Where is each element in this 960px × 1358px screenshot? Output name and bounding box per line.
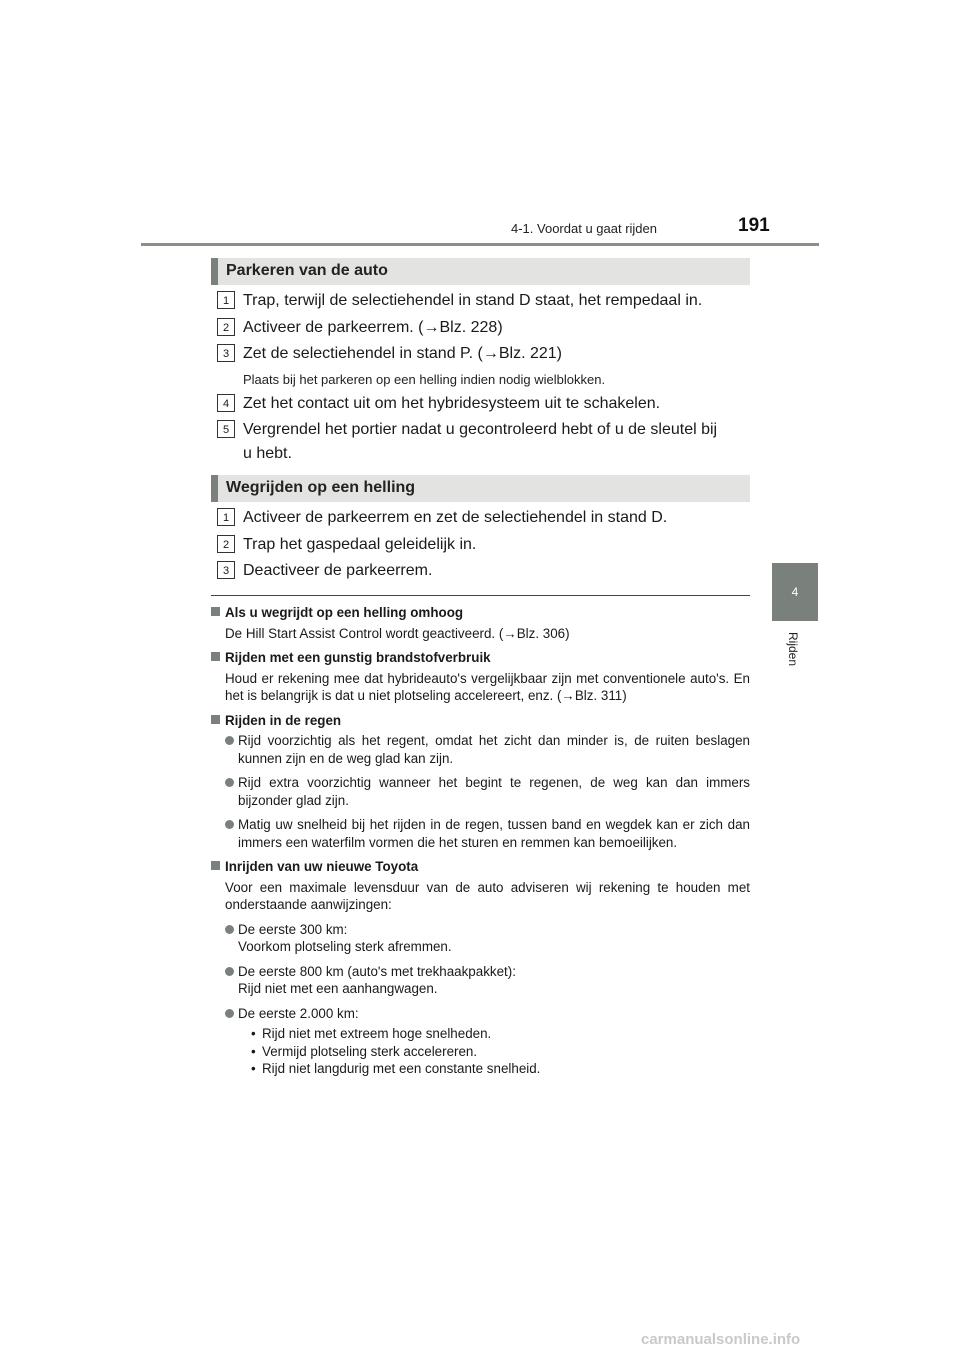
square-bullet-icon [211, 607, 220, 616]
step-number: 4 [217, 394, 235, 412]
parking-step-1 [217, 289, 750, 313]
page-number: 191 [738, 215, 770, 236]
sub-list-item: • Rijd niet met extreem hoge snelheden. [251, 1025, 750, 1043]
square-bullet-icon [211, 715, 220, 724]
parking-heading-text: Parkeren van de auto [226, 262, 388, 279]
hill-step-1 [217, 506, 750, 530]
step-text: Zet het contact uit om het hybridesysteem uit te schakelen. [243, 395, 661, 412]
step-text: Deactiveer de parkeerrem. [243, 562, 433, 579]
step-number: 1 [217, 291, 235, 309]
note-text-breakin: Voor een maximale levensduur van de auto adviseren wij rekening te houden met onderstaande aanwijzingen: [225, 879, 750, 912]
sub-list-item: • Vermijd plotseling sterk accelereren. [251, 1043, 750, 1061]
circle-bullet-icon [225, 736, 234, 745]
step-text: Activeer de parkeerrem en zet de selectiehendel in stand D. [243, 509, 668, 526]
note-heading-breakin: Inrijden van uw nieuwe Toyota [211, 858, 750, 876]
heading-marker [211, 258, 218, 285]
step-text-continued: u hebt. [243, 445, 292, 462]
hill-heading [211, 475, 750, 502]
note-heading-uphill: Als u wegrijdt op een helling omhoog [211, 604, 750, 622]
chapter-tab: 4 [772, 563, 818, 621]
circle-bullet-icon [225, 1009, 234, 1018]
list-item: Rijd voorzichtig als het regent, omdat het zicht dan minder is, de ruiten beslagen kunnen zijn en de weg glad kan zijn. [225, 732, 750, 767]
step-number: 2 [217, 318, 235, 336]
note-text-economy: Houd er rekening mee dat hybrideauto's vergelijkbaar zijn met conventionele auto's. En het is belangrijk is dat u niet plotseling accelereert, enz. (→Blz. 311) [225, 670, 750, 703]
step-text: Zet de selectiehendel in stand P. (→Blz. 221) [243, 345, 562, 362]
hill-heading-text: Wegrijden op een helling [226, 479, 416, 496]
heading-marker [211, 475, 218, 502]
notes-section [211, 604, 750, 1078]
parking-step-2 [217, 316, 750, 340]
note-text-uphill: De Hill Start Assist Control wordt geactiveerd. (→Blz. 306) [225, 625, 570, 641]
note-heading-economy: Rijden met een gunstig brandstofverbruik [211, 649, 750, 667]
section-title: 4-1. Voordat u gaat rijden [511, 221, 657, 236]
circle-bullet-icon [225, 820, 234, 829]
square-bullet-icon [211, 652, 220, 661]
step-text: Trap, terwijl de selectiehendel in stand D staat, het rempedaal in. [243, 292, 703, 309]
section-divider [211, 595, 750, 596]
parking-step-5 [217, 418, 750, 466]
circle-bullet-icon [225, 925, 234, 934]
circle-bullet-icon [225, 967, 234, 976]
list-item: De eerste 300 km: Voorkom plotseling sterk afremmen. [225, 921, 750, 956]
hill-step-2 [217, 533, 750, 557]
list-item: De eerste 800 km (auto's met trekhaakpakket): Rijd niet met een aanhangwagen. [225, 963, 750, 998]
step-number: 5 [217, 420, 235, 438]
list-item: Matig uw snelheid bij het rijden in de regen, tussen band en wegdek kan er zich dan immers een waterfilm vormen die het sturen en remmen kan bemoeilijken. [225, 816, 750, 851]
parking-heading [211, 258, 750, 285]
step-number: 2 [217, 535, 235, 553]
step-number: 3 [217, 344, 235, 362]
parking-note: Plaats bij het parkeren op een helling indien nodig wielblokken. [243, 372, 606, 387]
parking-step-3 [217, 342, 750, 366]
step-number: 3 [217, 561, 235, 579]
step-text: Activeer de parkeerrem. (→Blz. 228) [243, 319, 503, 336]
sub-list-item: • Rijd niet langdurig met een constante snelheid. [251, 1060, 750, 1078]
parking-step-4 [217, 392, 750, 416]
list-item: Rijd extra voorzichtig wanneer het begint te regenen, de weg kan dan immers bijzonder glad zijn. [225, 774, 750, 809]
step-text: Trap het gaspedaal geleidelijk in. [243, 536, 477, 553]
circle-bullet-icon [225, 778, 234, 787]
note-heading-rain: Rijden in de regen [211, 712, 750, 730]
step-number: 1 [217, 508, 235, 526]
chapter-label: Rijden [786, 632, 800, 667]
square-bullet-icon [211, 861, 220, 870]
watermark: carmanualsonline.info [641, 1331, 801, 1348]
list-item: De eerste 2.000 km: [225, 1005, 750, 1023]
header-rule [141, 243, 819, 246]
hill-step-3 [217, 559, 750, 583]
step-text: Vergrendel het portier nadat u gecontroleerd hebt of u de sleutel bij [243, 421, 718, 438]
